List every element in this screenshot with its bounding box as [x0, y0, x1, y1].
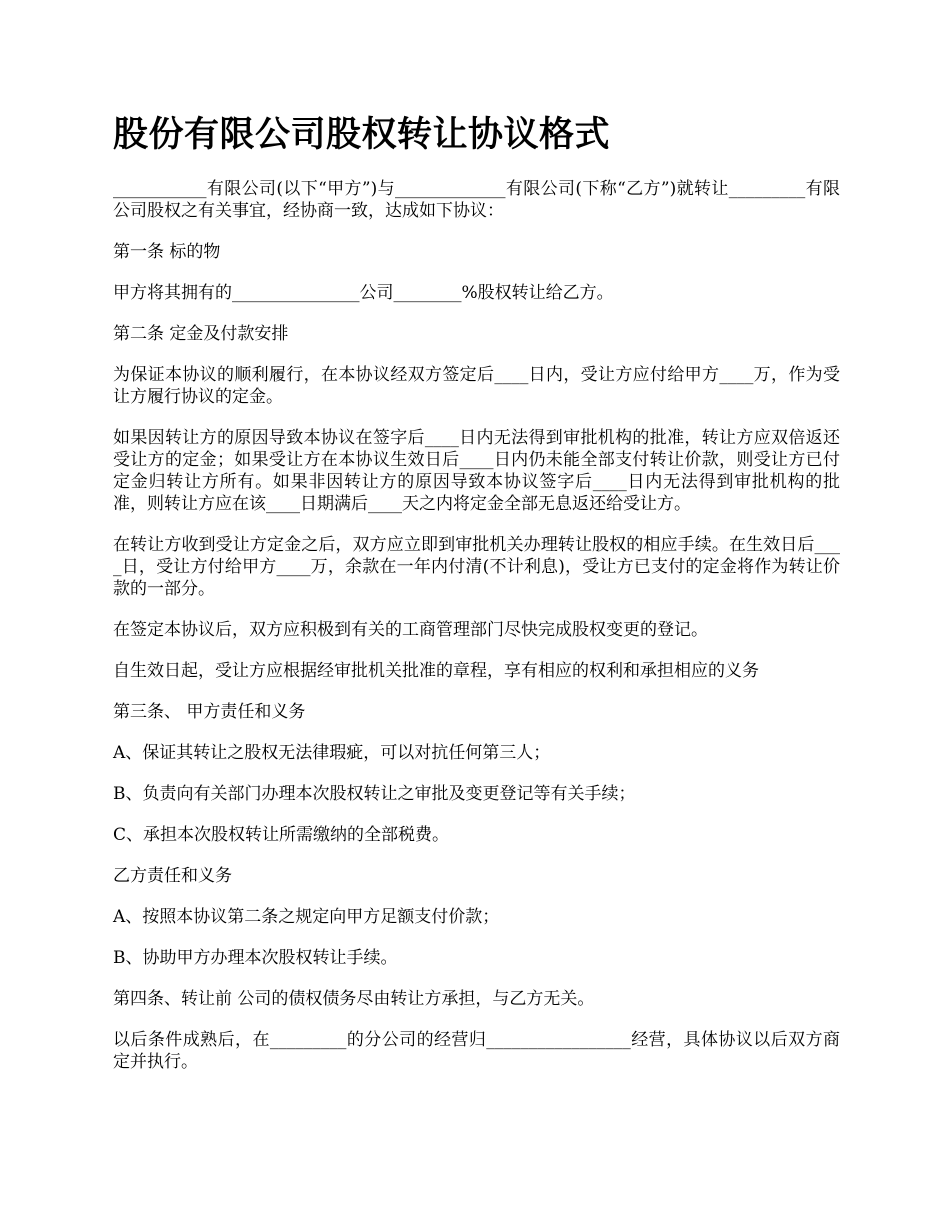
document-title: 股份有限公司股权转让协议格式 — [113, 115, 611, 155]
article-1-heading: 第一条 标的物 — [113, 242, 221, 262]
party-b-duty-b: B、协助甲方办理本次股权转让手续。 — [113, 948, 398, 968]
party-a-duty-b: B、负责向有关部门办理本次股权转让之审批及变更登记等有关手续； — [113, 784, 636, 804]
preamble-paragraph: ___________有限公司(以下“甲方”)与_____________有限公司(下称“乙方”)就转让_________有限公司股权之有关事宜，经协商一致，达成如下协议： — [113, 179, 840, 221]
article-1-body: 甲方将其拥有的_______________公司________%股权转让给乙方。 — [113, 283, 614, 303]
article-3-heading: 第三条、 甲方责任和义务 — [113, 702, 306, 722]
article-2-rights-paragraph: 自生效日起，受让方应根据经审批机关批准的章程，享有相应的权利和承担相应的义务 — [113, 661, 759, 681]
party-b-duty-a: A、按照本协议第二条之规定向甲方足额支付价款； — [113, 907, 500, 927]
party-a-duty-a: A、保证其转让之股权无法律瑕疵，可以对抗任何第三人； — [113, 743, 551, 763]
article-2-approval-paragraph: 如果因转让方的原因导致本协议在签字后____日内无法得到审批机构的批准，转让方应双倍返还受让方的定金；如果受让方在本协议生效日后____日内仍未能全部支付转让价款，则受让方已付定金归转让方所有。如果非因转让方的原因导致本协议签字后____日内无法得到审批机构的批准，则转让方应在该____日期满后____天之内将定金全部无息返还给受让方。 — [113, 428, 840, 514]
closing-paragraph: 以后条件成熟后，在_________的分公司的经营归_________________经营，具体协议以后双方商定并执行。 — [113, 1030, 840, 1072]
article-2-deposit-paragraph: 为保证本协议的顺利履行，在本协议经双方签定后____日内，受让方应付给甲方____万，作为受让方履行协议的定金。 — [113, 365, 840, 407]
article-4-paragraph: 第四条、转让前 公司的债权债务尽由转让方承担，与乙方无关。 — [113, 989, 595, 1009]
party-a-duty-c: C、承担本次股权转让所需缴纳的全部税费。 — [113, 825, 450, 845]
article-2-registration-paragraph: 在签定本协议后，双方应积极到有关的工商管理部门尽快完成股权变更的登记。 — [113, 620, 708, 640]
article-2-payment-paragraph: 在转让方收到受让方定金之后，双方应立即到审批机关办理转让股权的相应手续。在生效日后____日，受让方付给甲方____万，余款在一年内付清(不计利息)，受让方已支付的定金将作为转让价款的一部分。 — [113, 535, 840, 599]
article-2-heading: 第二条 定金及付款安排 — [113, 324, 289, 344]
party-b-duties-heading: 乙方责任和义务 — [113, 866, 232, 886]
